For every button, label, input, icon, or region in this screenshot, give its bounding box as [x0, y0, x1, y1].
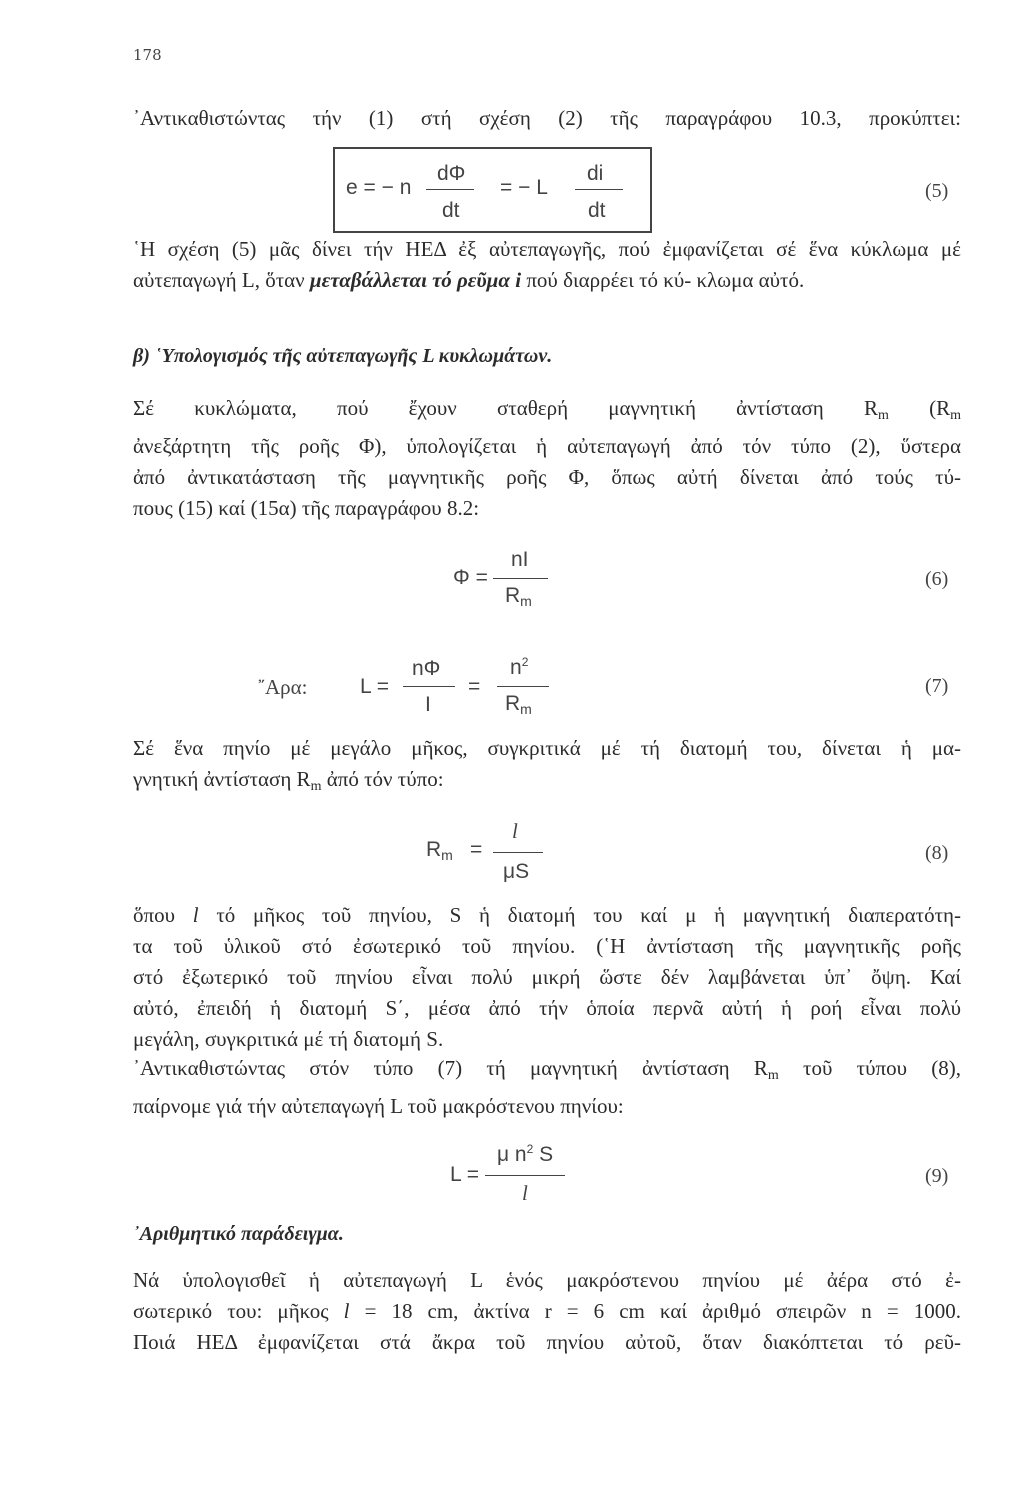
eq6-den-sub: m [520, 593, 532, 609]
paragraph-permeability [133, 900, 961, 1055]
eq8-lhs [426, 838, 453, 863]
paragraph-emf-text-c: πού διαρρέει τό κύ- [521, 268, 692, 292]
eq8-fraction-bar [493, 852, 543, 853]
eq7-num2-sup: 2 [521, 655, 529, 669]
paragraph-example-line-2 [133, 1296, 961, 1327]
paragraph-emf-text-a: ῾Η σχέση (5) μᾶς δίνει τήν ΗΕΔ ἐξ αὐτεπαγωγῆς, πού ἐμφανίζεται σέ ἕνα κύκλωμα μέ αὐτεπαγωγή L, ὅταν [133, 237, 961, 292]
eq9-num-b: S [533, 1143, 554, 1166]
eq7-lhs: L = [360, 675, 389, 698]
paragraph-circuits-line-3: ἀπό ἀντικατάσταση τῆς μαγνητικῆς ροῆς Φ, ὅπως αὐτή δίνεται ἀπό τούς τύ- [133, 465, 961, 489]
eq8-denominator: μS [503, 860, 530, 883]
p7-line2-c: = 18 cm, ἀκτίνα r = 6 cm καί ἀριθμό σπειρῶν n = 1000. [349, 1299, 961, 1323]
eq9-fraction-bar [485, 1175, 565, 1176]
paragraph-long-coil [133, 733, 961, 802]
p6-line1-a: ᾿Αντικαθιστώντας στόν τύπο (7) τή μαγνητική ἀντίσταση R [133, 1056, 768, 1080]
paragraph-long-coil-line-1: Σέ ἕνα πηνίο μέ μεγάλο μῆκος, συγκριτικά μέ τή διατομή του, δίνεται ἡ μα- [133, 736, 961, 760]
eq7-numerator-1: nΦ [412, 657, 441, 680]
paragraph-permeability-line-2: τα τοῦ ὑλικοῦ στό ἐσωτερικό τοῦ πηνίου. (῾Η ἀντίσταση τῆς μαγνητικῆς ροῆς [133, 934, 961, 958]
eq6-den-base: R [505, 584, 521, 607]
eq7-den2-sub: m [520, 701, 532, 717]
eq7-den2-base: R [505, 692, 521, 715]
eq5-fraction-bar-2 [575, 189, 623, 190]
p3-line1-sub: m [878, 408, 889, 423]
p3-line1-text: Σέ κυκλώματα, πού ἔχουν σταθερή μαγνητική ἀντίσταση R [133, 396, 879, 420]
p3-line1-text-b: (R [888, 396, 951, 420]
section-heading-example: ᾿Αριθμητικό παράδειγμα. [133, 1223, 344, 1245]
paragraph-emf [133, 234, 961, 296]
paragraph-example-line-1: Νά ὑπολογισθεῖ ἡ αὐτεπαγωγή L ἑνός μακρόστενου πηνίου μέ ἀέρα στό ἐ- [133, 1268, 961, 1292]
eq8-numerator: l [512, 819, 518, 843]
p4-line2-text-b: ἀπό τόν τύπο: [321, 767, 444, 791]
p5-line1-l: l [192, 903, 199, 927]
eq7-num2-base: n [510, 656, 522, 679]
eq8-label: (8) [925, 842, 949, 864]
paragraph-circuits-line-2: ἀνεξάρτητη τῆς ροῆς Φ), ὑπολογίζεται ἡ αὐτεπαγωγή ἀπό τόν τύπο (2), ὕστερα [133, 434, 961, 458]
paragraph-circuits-line-1 [133, 393, 961, 431]
paragraph-circuits [133, 393, 961, 524]
p4-line2-sub: m [310, 779, 322, 794]
eq5-lhs: e = − n [346, 176, 412, 199]
paragraph-intro: ᾿Αντικαθιστώντας τήν (1) στή σχέση (2) τῆς παραγράφου 10.3, προκύπτει: [133, 106, 961, 130]
eq5-denominator-2: dt [588, 199, 606, 222]
eq7-fraction-bar-1 [403, 686, 455, 687]
p5-line1-c: τό μῆκος τοῦ πηνίου, S ἡ διατομή του καί μ ἡ μαγνητική διαπερατότη- [198, 903, 962, 927]
eq6-label: (6) [925, 568, 949, 590]
eq7-denominator-2 [505, 692, 532, 717]
eq5-numerator-1: dΦ [437, 162, 466, 185]
eq5-denominator-1: dt [442, 199, 460, 222]
eq6-denominator [505, 584, 532, 609]
eq9-numerator [497, 1142, 553, 1167]
paragraph-permeability-line-4: αὐτό, ἐπειδή ἡ διατομή S΄, μέσα ἀπό τήν ὁποία περνᾶ αὐτή ἡ ροή εἶναι πολύ [133, 996, 961, 1020]
p7-line2-l: l [343, 1299, 350, 1323]
eq6-numerator: nI [511, 548, 529, 571]
paragraph-substitute [133, 1053, 961, 1122]
paragraph-permeability-line-5: μεγάλη, συγκριτικά μέ τή διατομή S. [133, 1027, 444, 1051]
eq5-numerator-2: di [587, 162, 604, 185]
paragraph-substitute-line-1 [133, 1053, 961, 1091]
p5-line1-a: ὅπου [133, 903, 193, 927]
p4-line2-text: γνητική ἀντίσταση R [133, 767, 311, 791]
eq5-label: (5) [925, 180, 949, 202]
eq7-middle: = [468, 675, 481, 698]
eq7-fraction-bar-2 [497, 686, 549, 687]
eq9-num-sup: 2 [526, 1142, 534, 1156]
eq6-lhs: Φ = [453, 566, 488, 589]
page-number: 178 [133, 46, 162, 64]
p6-line1-sub: m [767, 1068, 779, 1083]
eq9-denominator: l [522, 1181, 528, 1205]
paragraph-long-coil-line-2 [133, 764, 961, 802]
eq8-lhs-sub: m [441, 847, 453, 863]
paragraph-emf-emphasis: μεταβάλλεται τό ρεῦμα i [309, 268, 522, 292]
eq5-middle: = − L [500, 176, 548, 199]
eq9-lhs: L = [450, 1163, 479, 1186]
paragraph-example-line-3: Ποιά ΗΕΔ ἐμφανίζεται στά ἄκρα τοῦ πηνίου αὐτοῦ, ὅταν διακόπτεται τό ρεῦ- [133, 1330, 961, 1354]
paragraph-substitute-line-2: παίρνομε γιά τήν αὐτεπαγωγή L τοῦ μακρόστενου πηνίου: [133, 1094, 624, 1118]
eq9-label: (9) [925, 1165, 949, 1187]
eq7-denominator-1: I [425, 693, 431, 716]
section-heading-b: β) ῾Υπολογισμός τῆς αὐτεπαγωγῆς L κυκλωμάτων. [133, 345, 553, 367]
paragraph-example [133, 1265, 961, 1358]
paragraph-emf-text-d: κλωμα αὐτό. [696, 268, 805, 292]
p3-line1-sub-b: m [950, 408, 962, 423]
paragraph-permeability-line-3: στό ἐξωτερικό τοῦ πηνίου εἶναι πολύ μικρή ὥστε δέν λαμβάνεται ὑπ᾿ ὄψη. Καί [133, 965, 961, 989]
paragraph-circuits-line-4: πους (15) καί (15α) τῆς παραγράφου 8.2: [133, 496, 480, 520]
eq6-fraction-bar [493, 578, 548, 579]
eq9-num-a: μ n [497, 1143, 527, 1166]
eq5-fraction-bar-1 [426, 189, 474, 190]
p7-line2-a: σωτερικό του: μῆκος [133, 1299, 344, 1323]
p6-line1-c: τοῦ τύπου (8), [778, 1056, 961, 1080]
eq8-equals: = [470, 838, 483, 861]
paragraph-permeability-line-1 [133, 900, 961, 931]
eq7-numerator-2 [510, 655, 528, 680]
eq8-lhs-base: R [426, 838, 442, 861]
eq7-prefix: ῎Αρα: [258, 675, 308, 699]
eq7-label: (7) [925, 675, 949, 697]
